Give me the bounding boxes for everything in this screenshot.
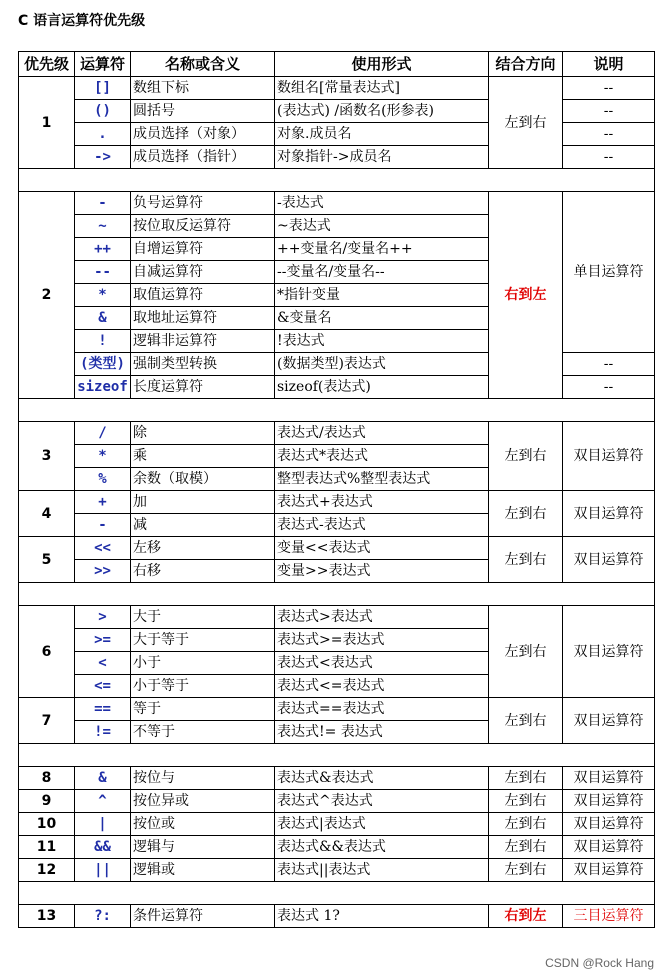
- priority-cell: 2: [19, 192, 75, 399]
- usage-cell: 对象指针->成员名: [275, 146, 489, 169]
- operator-cell: /: [75, 422, 131, 445]
- usage-cell: ++变量名/变量名++: [275, 238, 489, 261]
- table-body: [19, 77, 655, 928]
- table-row: [19, 790, 655, 813]
- priority-cell: 9: [19, 790, 75, 813]
- usage-cell: 表达式^表达式: [275, 790, 489, 813]
- table-row: [19, 491, 655, 514]
- associativity-cell: 左到右: [489, 422, 563, 491]
- spacer-cell: [19, 882, 655, 905]
- usage-cell: 表达式||表达式: [275, 859, 489, 882]
- name-cell: 成员选择（对象）: [131, 123, 275, 146]
- usage-cell: 表达式&&表达式: [275, 836, 489, 859]
- note-cell: 三目运算符: [563, 905, 655, 928]
- table-row: [19, 698, 655, 721]
- name-cell: 长度运算符: [131, 376, 275, 399]
- priority-cell: 5: [19, 537, 75, 583]
- name-cell: 取值运算符: [131, 284, 275, 307]
- usage-cell: 表达式!= 表达式: [275, 721, 489, 744]
- priority-cell: 7: [19, 698, 75, 744]
- priority-cell: 6: [19, 606, 75, 698]
- operator-cell: ~: [75, 215, 131, 238]
- note-cell: 双目运算符: [563, 790, 655, 813]
- priority-cell: 3: [19, 422, 75, 491]
- priority-cell: 4: [19, 491, 75, 537]
- usage-cell: 表达式|表达式: [275, 813, 489, 836]
- name-cell: 乘: [131, 445, 275, 468]
- operator-cell: ++: [75, 238, 131, 261]
- associativity-cell: 左到右: [489, 767, 563, 790]
- usage-cell: 表达式>表达式: [275, 606, 489, 629]
- table-row: [19, 192, 655, 215]
- operator-cell: <=: [75, 675, 131, 698]
- name-cell: 数组下标: [131, 77, 275, 100]
- name-cell: 右移: [131, 560, 275, 583]
- usage-cell: -表达式: [275, 192, 489, 215]
- operator-cell: ->: [75, 146, 131, 169]
- operator-cell: *: [75, 284, 131, 307]
- name-cell: 小于: [131, 652, 275, 675]
- associativity-cell: 左到右: [489, 77, 563, 169]
- note-cell: 双目运算符: [563, 767, 655, 790]
- note-cell: 单目运算符: [563, 192, 655, 353]
- operator-cell: ^: [75, 790, 131, 813]
- note-cell: 双目运算符: [563, 698, 655, 744]
- operator-cell: -: [75, 514, 131, 537]
- priority-cell: 8: [19, 767, 75, 790]
- header-priority: 优先级: [19, 52, 75, 77]
- associativity-cell: 左到右: [489, 537, 563, 583]
- operator-cell: ||: [75, 859, 131, 882]
- name-cell: 自减运算符: [131, 261, 275, 284]
- operator-cell: &: [75, 307, 131, 330]
- priority-cell: 1: [19, 77, 75, 169]
- associativity-cell: 左到右: [489, 859, 563, 882]
- associativity-cell: 左到右: [489, 491, 563, 537]
- name-cell: 条件运算符: [131, 905, 275, 928]
- name-cell: 逻辑与: [131, 836, 275, 859]
- operator-cell: !: [75, 330, 131, 353]
- usage-cell: 表达式>=表达式: [275, 629, 489, 652]
- name-cell: 等于: [131, 698, 275, 721]
- usage-cell: 变量>>表达式: [275, 560, 489, 583]
- name-cell: 除: [131, 422, 275, 445]
- usage-cell: 表达式/表达式: [275, 422, 489, 445]
- priority-cell: 12: [19, 859, 75, 882]
- usage-cell: 表达式 1?: [275, 905, 489, 928]
- page-title: C 语言运算符优先级: [18, 13, 146, 29]
- associativity-cell: 左到右: [489, 813, 563, 836]
- note-cell: 双目运算符: [563, 606, 655, 698]
- operator-cell: %: [75, 468, 131, 491]
- operator-cell: .: [75, 123, 131, 146]
- usage-cell: 表达式*表达式: [275, 445, 489, 468]
- spacer-cell: [19, 169, 655, 192]
- name-cell: 余数（取模）: [131, 468, 275, 491]
- note-cell: --: [563, 376, 655, 399]
- name-cell: 按位取反运算符: [131, 215, 275, 238]
- operator-cell: +: [75, 491, 131, 514]
- name-cell: 负号运算符: [131, 192, 275, 215]
- operator-cell: ==: [75, 698, 131, 721]
- usage-cell: sizeof(表达式): [275, 376, 489, 399]
- note-cell: --: [563, 77, 655, 100]
- operator-cell: ?:: [75, 905, 131, 928]
- operator-cell: *: [75, 445, 131, 468]
- name-cell: 按位与: [131, 767, 275, 790]
- table-row: [19, 813, 655, 836]
- usage-cell: 表达式<=表达式: [275, 675, 489, 698]
- operator-cell: <: [75, 652, 131, 675]
- operator-cell: |: [75, 813, 131, 836]
- header-usage: 使用形式: [275, 52, 489, 77]
- note-cell: 双目运算符: [563, 491, 655, 537]
- name-cell: 不等于: [131, 721, 275, 744]
- usage-cell: 表达式+表达式: [275, 491, 489, 514]
- usage-cell: 数组名[常量表达式]: [275, 77, 489, 100]
- header-note: 说明: [563, 52, 655, 77]
- usage-cell: --变量名/变量名--: [275, 261, 489, 284]
- spacer-row: [19, 882, 655, 905]
- table-row: [19, 606, 655, 629]
- usage-cell: 表达式-表达式: [275, 514, 489, 537]
- operator-cell: !=: [75, 721, 131, 744]
- table-row: [19, 767, 655, 790]
- usage-cell: 表达式&表达式: [275, 767, 489, 790]
- usage-cell: *指针变量: [275, 284, 489, 307]
- usage-cell: 对象.成员名: [275, 123, 489, 146]
- operator-cell: &: [75, 767, 131, 790]
- name-cell: 逻辑非运算符: [131, 330, 275, 353]
- operator-cell: sizeof: [75, 376, 131, 399]
- table-row: [19, 422, 655, 445]
- usage-cell: 表达式<表达式: [275, 652, 489, 675]
- note-cell: 双目运算符: [563, 859, 655, 882]
- usage-cell: ~表达式: [275, 215, 489, 238]
- operator-cell: []: [75, 77, 131, 100]
- table-row: [19, 537, 655, 560]
- spacer-row: [19, 744, 655, 767]
- usage-cell: 整型表达式%整型表达式: [275, 468, 489, 491]
- name-cell: 按位异或: [131, 790, 275, 813]
- usage-cell: (数据类型)表达式: [275, 353, 489, 376]
- spacer-cell: [19, 583, 655, 606]
- name-cell: 圆括号: [131, 100, 275, 123]
- name-cell: 加: [131, 491, 275, 514]
- note-cell: 双目运算符: [563, 422, 655, 491]
- usage-cell: &变量名: [275, 307, 489, 330]
- priority-cell: 11: [19, 836, 75, 859]
- note-cell: --: [563, 100, 655, 123]
- name-cell: 小于等于: [131, 675, 275, 698]
- operator-cell: (类型): [75, 353, 131, 376]
- associativity-cell: 右到左: [489, 905, 563, 928]
- name-cell: 大于等于: [131, 629, 275, 652]
- table-row: [19, 77, 655, 100]
- operator-cell: (): [75, 100, 131, 123]
- header-name: 名称或含义: [131, 52, 275, 77]
- operator-cell: >: [75, 606, 131, 629]
- name-cell: 自增运算符: [131, 238, 275, 261]
- table-row: [19, 859, 655, 882]
- name-cell: 逻辑或: [131, 859, 275, 882]
- name-cell: 按位或: [131, 813, 275, 836]
- usage-cell: 变量<<表达式: [275, 537, 489, 560]
- operator-cell: >=: [75, 629, 131, 652]
- spacer-row: [19, 583, 655, 606]
- priority-cell: 13: [19, 905, 75, 928]
- header-associativity: 结合方向: [489, 52, 563, 77]
- name-cell: 强制类型转换: [131, 353, 275, 376]
- priority-cell: 10: [19, 813, 75, 836]
- usage-cell: 表达式==表达式: [275, 698, 489, 721]
- operator-cell: >>: [75, 560, 131, 583]
- associativity-cell: 右到左: [489, 192, 563, 399]
- operator-cell: -: [75, 192, 131, 215]
- table-row: [19, 905, 655, 928]
- operator-precedence-table: [18, 51, 655, 928]
- note-cell: 双目运算符: [563, 836, 655, 859]
- associativity-cell: 左到右: [489, 698, 563, 744]
- note-cell: --: [563, 353, 655, 376]
- spacer-row: [19, 169, 655, 192]
- usage-cell: !表达式: [275, 330, 489, 353]
- note-cell: --: [563, 146, 655, 169]
- note-cell: --: [563, 123, 655, 146]
- operator-cell: &&: [75, 836, 131, 859]
- associativity-cell: 左到右: [489, 790, 563, 813]
- name-cell: 左移: [131, 537, 275, 560]
- note-cell: 双目运算符: [563, 537, 655, 583]
- name-cell: 成员选择（指针）: [131, 146, 275, 169]
- note-cell: 双目运算符: [563, 813, 655, 836]
- spacer-cell: [19, 744, 655, 767]
- operator-cell: --: [75, 261, 131, 284]
- table-row: [19, 836, 655, 859]
- operator-cell: <<: [75, 537, 131, 560]
- name-cell: 大于: [131, 606, 275, 629]
- spacer-cell: [19, 399, 655, 422]
- associativity-cell: 左到右: [489, 836, 563, 859]
- name-cell: 取地址运算符: [131, 307, 275, 330]
- associativity-cell: 左到右: [489, 606, 563, 698]
- name-cell: 减: [131, 514, 275, 537]
- usage-cell: (表达式) /函数名(形参表): [275, 100, 489, 123]
- watermark: CSDN @Rock Hang: [545, 956, 654, 970]
- spacer-row: [19, 399, 655, 422]
- table-header-row: [19, 52, 655, 77]
- header-operator: 运算符: [75, 52, 131, 77]
